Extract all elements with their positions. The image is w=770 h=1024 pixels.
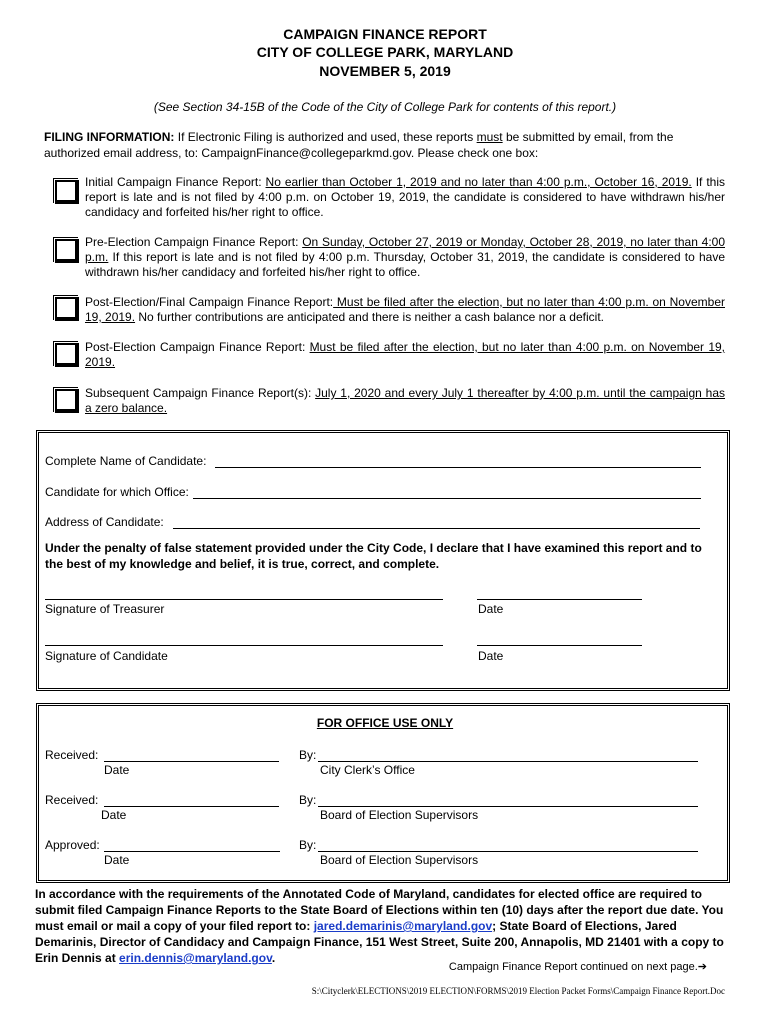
option-text: If this report is late and is not filed by 4:00 p.m. Thursday, October 31, 2019, the candidate is considered to have withdrawn his/her candidacy and forfeited his/her right to office.: [85, 250, 725, 279]
option-deadline: On Sunday, October 27, 2019 or Monday, October 28, 2019, no later than 4:00 p.m.: [85, 235, 725, 264]
candidate-signature-label: Signature of Candidate: [45, 649, 168, 663]
candidate-address-field[interactable]: [173, 528, 700, 529]
by-field-1[interactable]: [318, 761, 698, 762]
filing-text-b: be submitted by email, from the authorized email address, to: CampaignFinance@collegeparkmd.gov. Please check one box:: [44, 130, 674, 160]
candidate-signature-field[interactable]: [45, 645, 443, 646]
email-link-dennis[interactable]: erin.dennis@maryland.gov: [119, 951, 272, 965]
option-deadline: No earlier than October 1, 2019 and no later than 4:00 p.m., October 16, 2019.: [265, 175, 692, 189]
option-deadline: Must be filed after the election, but no later than 4:00 p.m. on November 19, 2019.: [85, 295, 725, 324]
received-label-2: Received:: [45, 793, 99, 807]
approved-label: Approved:: [45, 838, 100, 852]
filing-must: must: [476, 130, 503, 144]
approved-date-label: Date: [104, 853, 130, 867]
checkbox-post-election-final-report[interactable]: [55, 297, 79, 321]
notice-text-b: ; State Board of Elections, Jared Demarinis, Director of Candidacy and Campaign Finance, 151 West Street, Suite 200, Annapolis, MD 21401 with a copy to Erin Dennis at: [35, 919, 724, 965]
declaration: Under the penalty of false statement provided under the City Code, I declare that I have examined this report and to the best of my knowledge and belief, it is true, correct, and complete.: [45, 541, 702, 571]
checkbox-pre-election-report[interactable]: [55, 239, 79, 263]
option-pre-election-report: [85, 235, 725, 280]
option-deadline: July 1, 2020 and every July 1 thereafter by 4:00 p.m. until the campaign has a zero balance.: [85, 386, 726, 415]
city-clerk-label: City Clerk’s Office: [320, 763, 415, 777]
treasurer-signature-field[interactable]: [45, 599, 443, 600]
candidate-office-label: Candidate for which Office:: [45, 485, 189, 499]
checkbox-subsequent-report[interactable]: [55, 389, 79, 413]
treasurer-signature-label: Signature of Treasurer: [45, 602, 165, 616]
option-label: Post-Election Campaign Finance Report:: [85, 340, 310, 354]
board-label-1: Board of Election Supervisors: [320, 808, 479, 822]
notice-text-c: .: [271, 951, 276, 965]
by-field-3[interactable]: [318, 851, 698, 852]
received-date-label-1: Date: [104, 763, 130, 777]
option-post-election-final-report: [85, 295, 725, 325]
filing-text-a: If Electronic Filing is authorized and used, these reports: [177, 130, 474, 144]
candidate-name-label: Complete Name of Candidate:: [45, 454, 207, 468]
option-subsequent-report: [85, 386, 725, 416]
by-field-2[interactable]: [318, 806, 698, 807]
candidate-name-field[interactable]: [215, 467, 701, 468]
received-label-1: Received:: [45, 748, 99, 762]
filing-label: FILING INFORMATION:: [44, 130, 175, 144]
office-use-title: FOR OFFICE USE ONLY: [316, 716, 454, 730]
file-path: S:\Cityclerk\ELECTIONS\2019 ELECTION\FORMS\2019 Election Packet Forms\Campaign Finance Report.Doc: [311, 986, 725, 996]
option-initial-report: [85, 175, 725, 220]
email-link-demarinis[interactable]: jared.demarinis@maryland.gov: [313, 919, 493, 933]
candidate-date-field[interactable]: [477, 645, 642, 646]
option-label: Pre-Election Campaign Finance Report:: [85, 235, 303, 249]
option-deadline: Must be filed after the election, but no later than 4:00 p.m. on November 19, 2019.: [85, 340, 726, 369]
filing-information: [44, 129, 724, 161]
city-title: CITY OF COLLEGE PARK, MARYLAND: [256, 44, 514, 60]
received-date-label-2: Date: [101, 808, 127, 822]
board-label-2: Board of Election Supervisors: [320, 853, 479, 867]
received-date-field-1[interactable]: [104, 761, 279, 762]
option-post-election-report: [85, 340, 725, 370]
treasurer-date-label: Date: [478, 602, 504, 616]
checkbox-post-election-report[interactable]: [55, 343, 79, 367]
approved-date-field[interactable]: [104, 851, 280, 852]
report-title: CAMPAIGN FINANCE REPORT: [283, 26, 487, 42]
section-reference: (See Section 34-15B of the Code of the City of College Park for contents of this report.): [153, 100, 617, 114]
option-label: Subsequent Campaign Finance Report(s):: [85, 386, 316, 400]
by-label-2: By:: [299, 793, 317, 807]
date-title: NOVEMBER 5, 2019: [319, 63, 451, 79]
option-text: If this report is late and is not filed by 4:00 p.m. on October 19, 2019, the candidate is considered to have withdrawn his/her candidacy and forfeited his/her right to office.: [85, 175, 725, 219]
by-label-1: By:: [299, 748, 317, 762]
checkbox-initial-report[interactable]: [55, 180, 79, 204]
candidate-address-label: Address of Candidate:: [45, 515, 164, 529]
candidate-date-label: Date: [478, 649, 504, 663]
notice-text-a: In accordance with the requirements of the Annotated Code of Maryland, candidates for elected office are required to submit filed Campaign Finance Reports to the State Board of Elections within ten (10) days after the report due date. You must email or mail a copy of your filed report to:: [35, 887, 724, 933]
by-label-3: By:: [299, 838, 317, 852]
option-text: No further contributions are anticipated and there is neither a cash balance nor a deficit.: [135, 310, 604, 324]
treasurer-date-field[interactable]: [477, 599, 642, 600]
option-label: Post-Election/Final Campaign Finance Report:: [85, 295, 334, 309]
option-label: Initial Campaign Finance Report:: [85, 175, 266, 189]
received-date-field-2[interactable]: [104, 806, 279, 807]
continued-note: Campaign Finance Report continued on next page.➔: [448, 961, 707, 973]
candidate-office-field[interactable]: [193, 498, 701, 499]
state-board-notice: [35, 886, 735, 966]
